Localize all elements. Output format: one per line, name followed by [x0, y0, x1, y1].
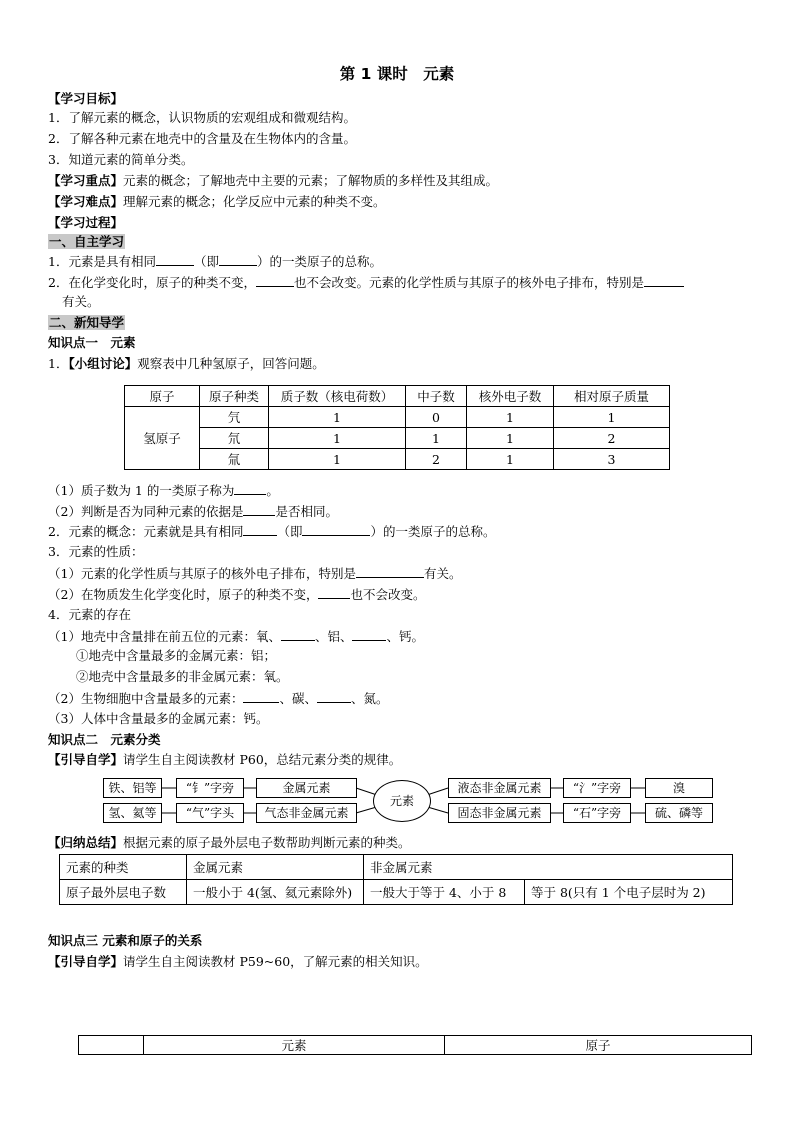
self-study-header: 一、自主学习: [49, 234, 125, 249]
table-cell: 0: [406, 407, 467, 428]
table-cell: 1: [269, 449, 406, 470]
existence-2: （2）生物细胞中含量最多的元素： 、碳、 、氮。: [48, 691, 389, 706]
table-cell: 元素的种类: [60, 855, 187, 880]
process-header: 【学习过程】: [48, 215, 124, 230]
point3-header: 知识点三 元素和原子的关系: [48, 933, 203, 948]
self-study-q2-cont: 有关。: [62, 294, 100, 309]
goals-header: 【学习目标】: [48, 91, 124, 106]
table-cell: 1: [406, 428, 467, 449]
table-cell: 1: [467, 449, 554, 470]
table-cell: 一般小于 4(氢、氦元素除外): [187, 880, 364, 905]
difficulties: 【学习难点】理解元素的概念；化学反应中元素的种类不变。: [48, 194, 386, 209]
table-cell: 氕: [200, 407, 269, 428]
diagram-center-element: 元素: [373, 780, 431, 822]
new-knowledge-header: 二、新知导学: [49, 315, 125, 330]
point2-header: 知识点二 元素分类: [48, 732, 161, 747]
page-title: 第 1 课时 元素: [339, 65, 455, 83]
diagram-liquid-radical: “氵”字旁: [563, 778, 631, 798]
goal-item: 1．了解元素的概念，认识物质的宏观组成和微观结构。: [48, 110, 356, 125]
table-cell: 2: [554, 428, 670, 449]
table-cell: 金属元素: [187, 855, 364, 880]
table-cell: 1: [467, 407, 554, 428]
table-header: 原子种类: [200, 386, 269, 407]
table-header-row: [79, 1036, 752, 1055]
question-a2: （2）判断是否为同种元素的依据是 是否相同。: [48, 504, 338, 519]
properties-header: 3．元素的性质：: [48, 544, 144, 559]
discussion-line: 1．【小组讨论】观察表中几种氢原子，回答问题。: [48, 356, 325, 371]
table-header: 元素: [144, 1036, 445, 1055]
diagram-gas-radical: “气”字头: [176, 803, 244, 823]
existence-header: 4．元素的存在: [48, 607, 131, 622]
self-study-q2: 2．在化学变化时，原子的种类不变， 也不会改变。元素的化学性质与其原子的核外电子排布，特别是: [48, 274, 684, 291]
goal-item: 3．知道元素的简单分类。: [48, 152, 194, 167]
key-points: 【学习重点】元素的概念；了解地壳中主要的元素；了解物质的多样性及其组成。: [48, 173, 499, 188]
table-cell: 氚: [200, 449, 269, 470]
table-cell: 1: [467, 428, 554, 449]
table-header: [79, 1036, 144, 1055]
table-cell: 原子最外层电子数: [60, 880, 187, 905]
goal-item: 2．了解各种元素在地壳中的含量及在生物体内的含量。: [48, 131, 356, 146]
existence-3: （3）人体中含量最多的金属元素：钙。: [48, 711, 269, 726]
existence-metal: ①地壳中含量最多的金属元素：铝；: [76, 648, 277, 663]
point2-guide: 【引导自学】请学生自主阅读教材 P60，总结元素分类的规律。: [48, 752, 402, 767]
table-header: 中子数: [406, 386, 467, 407]
table-header: 原子: [445, 1036, 752, 1055]
table-header: 核外电子数: [467, 386, 554, 407]
table-cell: 一般大于等于 4、小于 8: [364, 880, 525, 905]
table-cell: 氘: [200, 428, 269, 449]
table-cell: 1: [269, 428, 406, 449]
question-a1: （1）质子数为 1 的一类原子称为 。: [48, 483, 279, 498]
element-atom-table: [78, 1035, 752, 1055]
diagram-liquid-class: 液态非金属元素: [448, 778, 551, 798]
diagram-metal-radical: “钅”字旁: [176, 778, 244, 798]
table-cell: 等于 8(只有 1 个电子层时为 2): [525, 880, 733, 905]
classification-table: [59, 854, 733, 905]
existence-1: （1）地壳中含量排在前五位的元素：氧、 、铝、 、钙。: [48, 629, 424, 644]
property-1: （1）元素的化学性质与其原子的核外电子排布，特别是 有关。: [48, 566, 462, 581]
property-2: （2）在物质发生化学变化时，原子的种类不变， 也不会改变。: [48, 587, 426, 602]
table-header: 质子数（核电荷数）: [269, 386, 406, 407]
summary-line: 【归纳总结】根据元素的原子最外层电子数帮助判断元素的种类。: [48, 835, 411, 850]
diagram-metal-class: 金属元素: [256, 778, 357, 798]
point3-guide: 【引导自学】请学生自主阅读教材 P59~60，了解元素的相关知识。: [48, 954, 428, 969]
table-header: 相对原子质量: [554, 386, 670, 407]
self-study-q1: 1．元素是具有相同 （即 ）的一类原子的总称。: [48, 254, 382, 269]
table-header: 原子: [125, 386, 200, 407]
point1-header: 知识点一 元素: [48, 335, 136, 350]
table-cell: 2: [406, 449, 467, 470]
concept-line: 2．元素的概念：元素就是具有相同 （即 ）的一类原子的总称。: [48, 524, 496, 539]
diagram-bromine: 溴: [645, 778, 713, 798]
table-cell: 3: [554, 449, 670, 470]
diagram-iron-aluminium: 铁、铝等: [103, 778, 162, 798]
table-row: [60, 880, 733, 905]
table-group-cell: 氢原子: [125, 407, 200, 470]
diagram-hydrogen-helium: 氢、氦等: [103, 803, 162, 823]
table-cell: 1: [269, 407, 406, 428]
diagram-sulfur-phosphorus: 硫、磷等: [645, 803, 713, 823]
diagram-gas-class: 气态非金属元素: [256, 803, 357, 823]
table-row: [60, 855, 733, 880]
table-cell: 非金属元素: [364, 855, 733, 880]
existence-nonmetal: ②地壳中含量最多的非金属元素：氧。: [76, 669, 289, 684]
diagram-solid-radical: “石”字旁: [563, 803, 631, 823]
table-cell: 1: [554, 407, 670, 428]
diagram-solid-class: 固态非金属元素: [448, 803, 551, 823]
